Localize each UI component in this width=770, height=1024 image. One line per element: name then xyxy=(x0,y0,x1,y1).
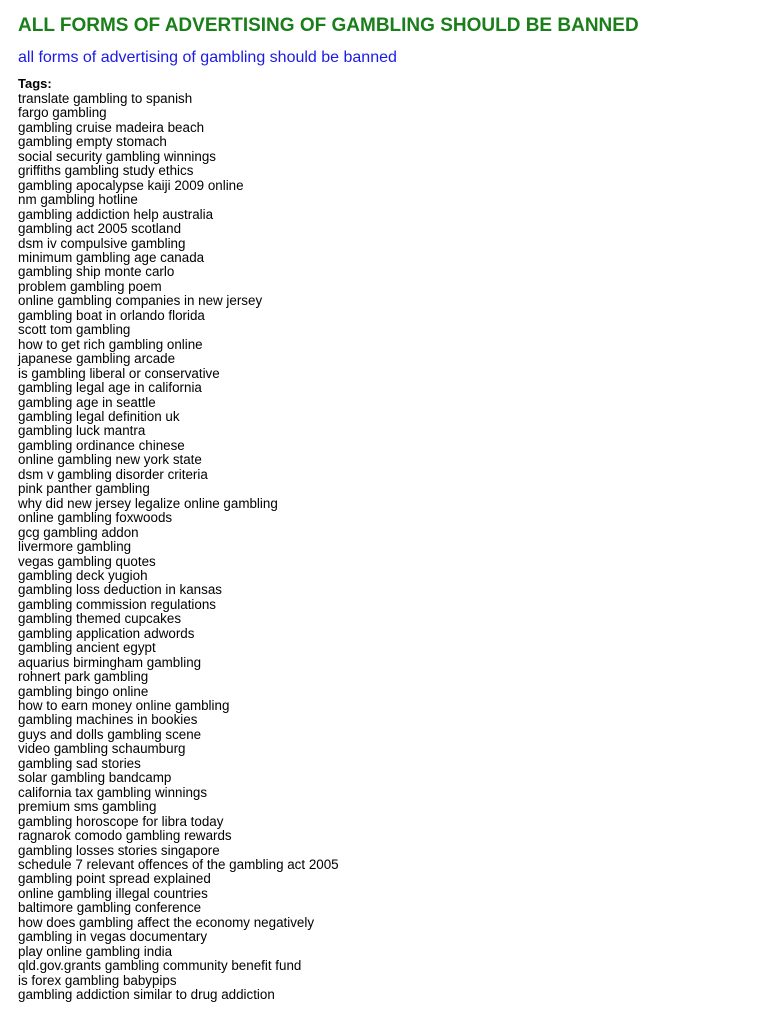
tag-item: griffiths gambling study ethics xyxy=(18,163,194,179)
tag-item: how to get rich gambling online xyxy=(18,336,203,352)
tag-item: gambling in vegas documentary xyxy=(18,929,208,945)
tag-item: gambling cruise madeira beach xyxy=(18,119,205,135)
tag-item: baltimore gambling conference xyxy=(18,900,202,916)
tag-item: qld.gov.grants gambling community benefit fund xyxy=(18,958,302,974)
tag-item: gambling empty stomach xyxy=(18,134,167,150)
tag-item: dsm iv compulsive gambling xyxy=(18,235,186,251)
tag-item: problem gambling poem xyxy=(18,278,162,294)
tag-item: aquarius birmingham gambling xyxy=(18,654,202,670)
tags-heading: Tags: xyxy=(18,76,52,91)
tag-item: vegas gambling quotes xyxy=(18,553,156,569)
tag-item: translate gambling to spanish xyxy=(18,91,193,106)
tag-item: gambling sad stories xyxy=(18,755,141,771)
tag-item: gambling luck mantra xyxy=(18,423,146,439)
tag-item: gambling age in seattle xyxy=(18,394,156,410)
tag-item: gambling deck yugioh xyxy=(18,567,148,583)
tag-item: minimum gambling age canada xyxy=(18,249,205,265)
tag-item: gambling ancient egypt xyxy=(18,640,156,656)
tag-item: gambling ordinance chinese xyxy=(18,437,185,453)
tag-list xyxy=(18,92,770,1003)
tag-item: how to earn money online gambling xyxy=(18,698,230,714)
tag-item: gambling bingo online xyxy=(18,683,149,699)
tag-item: gambling addiction similar to drug addiction xyxy=(18,987,275,1003)
tag-item: premium sms gambling xyxy=(18,799,157,815)
tag-item: gambling apocalypse kaiji 2009 online xyxy=(18,177,244,193)
tag-item: is forex gambling babypips xyxy=(18,972,177,988)
tag-item: scott tom gambling xyxy=(18,322,131,338)
tag-item: gambling themed cupcakes xyxy=(18,611,182,627)
tag-item: gambling point spread explained xyxy=(18,871,211,887)
tag-item: guys and dolls gambling scene xyxy=(18,726,202,742)
tag-item: play online gambling india xyxy=(18,943,173,959)
tag-item: ragnarok comodo gambling rewards xyxy=(18,828,232,844)
tag-item: dsm v gambling disorder criteria xyxy=(18,466,208,482)
subtitle-link[interactable]: all forms of advertising of gambling should be banned xyxy=(18,49,397,66)
tag-item: gambling legal definition uk xyxy=(18,408,180,424)
tag-item: japanese gambling arcade xyxy=(18,351,176,367)
tag-item: pink panther gambling xyxy=(18,481,150,497)
tag-item: gambling boat in orlando florida xyxy=(18,307,205,323)
tag-item: online gambling foxwoods xyxy=(18,510,173,526)
tag-item: nm gambling hotline xyxy=(18,192,138,208)
tag-item: how does gambling affect the economy negatively xyxy=(18,914,315,930)
tag-item: livermore gambling xyxy=(18,539,132,555)
tag-item: is gambling liberal or conservative xyxy=(18,365,220,381)
tag-item: gambling addiction help australia xyxy=(18,206,214,222)
tag-item: gambling commission regulations xyxy=(18,596,216,612)
tag-item: video gambling schaumburg xyxy=(18,741,186,757)
tag-item: gambling application adwords xyxy=(18,625,195,641)
tag-item: gambling loss deduction in kansas xyxy=(18,582,222,598)
tag-item: california tax gambling winnings xyxy=(18,784,208,800)
tag-item: online gambling illegal countries xyxy=(18,885,208,901)
tag-item: online gambling companies in new jersey xyxy=(18,293,263,309)
tag-item: gambling horoscope for libra today xyxy=(18,813,224,829)
tag-item: gambling losses stories singapore xyxy=(18,842,220,858)
tag-item: rohnert park gambling xyxy=(18,669,149,685)
tag-item: online gambling new york state xyxy=(18,452,202,468)
tag-item: gcg gambling addon xyxy=(18,524,139,540)
tag-item: solar gambling bandcamp xyxy=(18,770,172,786)
tag-item: fargo gambling xyxy=(18,105,107,121)
tag-item: schedule 7 relevant offences of the gambling act 2005 xyxy=(18,857,339,873)
page-title: ALL FORMS OF ADVERTISING OF GAMBLING SHOULD BE BANNED xyxy=(18,15,639,36)
tag-item: gambling act 2005 scotland xyxy=(18,221,182,237)
tag-item: gambling ship monte carlo xyxy=(18,264,175,280)
tag-item: social security gambling winnings xyxy=(18,148,216,164)
tag-item: why did new jersey legalize online gambling xyxy=(18,495,278,511)
tag-item: gambling machines in bookies xyxy=(18,712,198,728)
tag-item: gambling legal age in california xyxy=(18,380,202,396)
